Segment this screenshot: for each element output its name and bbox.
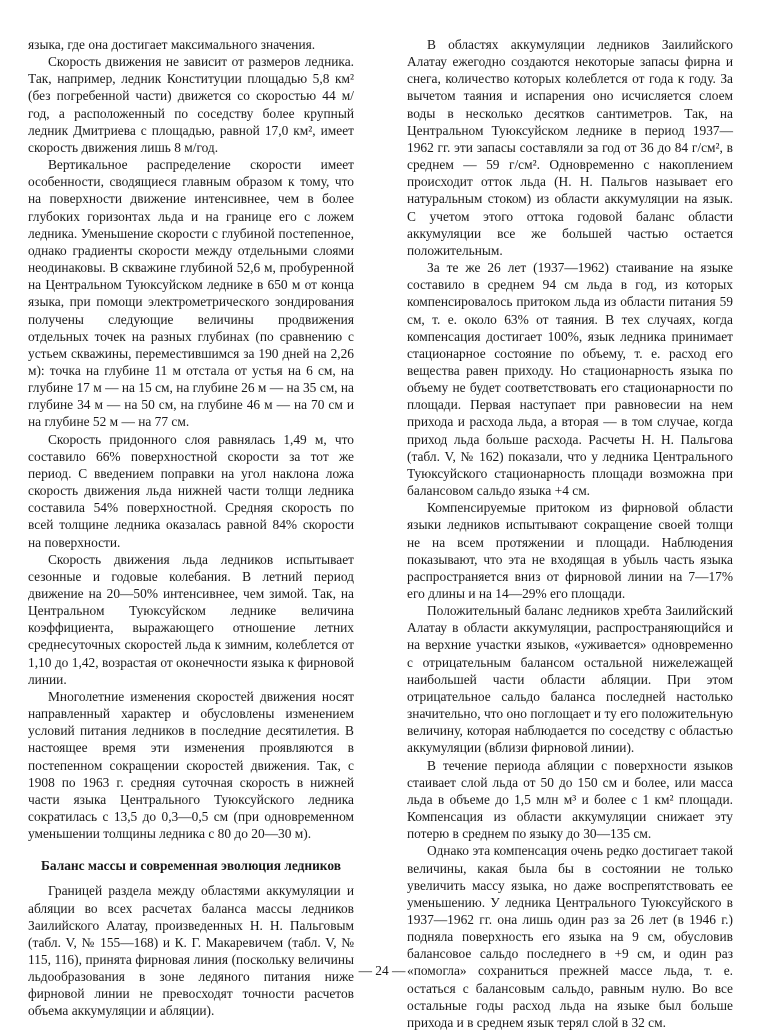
paragraph-positive-balance: Положительный баланс ледников хребта Заилийский Алатау в области аккумуляции, распространяющийся и на верхние участки языков, «уживается» одновременно с отрицательным балансом остальной нижележащей наибольшей части области абляции. При этом отрицательное сальдо баланса последней настолько значительно, что оно поглощает и ту его положительную величину, которая наблюдается по соседству с областью аккумуляции (вблизи фирновой линии). bbox=[407, 603, 733, 756]
paragraph-seasonal-variation: Скорость движения льда ледников испытывает сезонные и годовые колебания. В летний период движение на 20—50% интенсивнее, чем зимой. Так, на Центральном Туюксуйском леднике величина коэффициента, выражающего отношение летних среднесуточных скоростей льда к зимним, колеблется от 1,10 до 1,42, возрастая от оконечности языка к фирновой линии. bbox=[28, 551, 354, 687]
section-heading: Баланс массы и современная эволюция ледников bbox=[41, 858, 341, 874]
paragraph-ablation-period: В течение периода абляции с поверхности языков стаивает слой льда от 50 до 150 см и более, или масса льда в объеме до 1,5 млн м³ и более с 1 км² площади. Компенсация из области аккумуляции снижает эту потерю в среднем по языку до 30—135 см. bbox=[407, 757, 733, 842]
paragraph-velocity-size: Скорость движения не зависит от размеров ледника. Так, например, ледник Конституции площадью 5,8 км² (без погребенной части) движется со скоростью 44 м/год, а расположенный по соседству более крупный ледник Дмитриева с площадью, равной 17,0 км², имеет скорость движения лишь 8 м/год. bbox=[28, 54, 354, 155]
paragraph-vertical-distribution: Вертикальное распределение скорости имеет особенности, сводящиеся главным образом к тому, что на поверхности движение интенсивнее, чем в более глубоких горизонтах льда и на границе его с ложем ледника. Уменьшение скорости с глубиной постепенное, однако градиенты скорости между отдельными слоями неодинаковы. В скважине глубиной 52,6 м, пробуренной на Центральном Туюксуйском леднике в 650 м от конца языка, при помощи электрометрического зондирования получены следующие величины продвижения отдельных точек на разных глубинах (по сравнению с устьем скважины, переместившимся за 190 дней на 2,26 м): точка на глубине 11 м отстала от устья на 6 см, на глубине 17 м — на 15 см, на глубине 26 м — на 35 см, на глубине 34 м — на 50 см, на глубине 46 м — на 70 см и на глубине 52 м — на 77 см. bbox=[28, 157, 354, 430]
page-number: — 24 — bbox=[358, 963, 406, 978]
paragraph-mass-balance-boundary: Границей раздела между областями аккумуляции и абляции во всех расчетах баланса массы ледников Заилийского Алатау, произведенных Н. Н. Пальговым (табл. V, № 155—168) и К. Г. Макаревичем (табл. V, № 115, 116), принята фирновая линия (поскольку величины льдообразования в зоне ледяного питания ниже фирновой линии не превосходят точности расчетов объема аккумуляции и абляции). bbox=[28, 883, 354, 1019]
left-column bbox=[28, 36, 354, 1020]
paragraph-compensated-tongues: Компенсируемые притоком из фирновой области языки ледников испытывают сокращение своей толщи не на всем протяжении и площади. Наблюдения показывают, что эта не входящая в убыль часть языка распространяется вниз от фирновой линии на 7—17% его длины и на 14—29% его площади. bbox=[407, 500, 733, 601]
right-column bbox=[407, 36, 733, 1031]
paragraph-long-term-changes: Многолетние изменения скоростей движения носят направленный характер и обусловлены изменением условий питания ледников в последние десятилетия. В настоящее время эти изменения проявляются в постепенном сокращении скоростей движения. Так, с 1908 по 1963 г. средняя суточная скорость в нижней части языка Центрального Туюксуйского ледника сократилась с 13,5 до 0,3—0,5 см (при одновременном уменьшении толщины ледника с 80 до 20—30 м). bbox=[28, 688, 354, 842]
paragraph-tongue-melting: За те же 26 лет (1937—1962) стаивание на языке составило в среднем 94 см льда в год, из которых компенсировалось притоком льда из области питания 59 см, т. е. около 63% от таяния. В тех случаях, когда компенсация достигает 100%, язык ледника принимает стационарное состояние по объему, т. е. расход его вещества равен приходу. Но стационарность языка по объему не будет соответствовать его стационарности по площади. Первая наступает при равновесии на нем прихода и расхода льда, а вторая — в том случае, когда приход льда больше расхода. Расчеты Н. Н. Пальгова (табл. V, № 162) показали, что у ледника Центрального Туюксуйского стационарность площади возможна при балансовом сальдо языка +4 см. bbox=[407, 260, 733, 499]
paragraph-accumulation: В областях аккумуляции ледников Заилийского Алатау ежегодно создаются некоторые запасы фирна и снега, количество которых колеблется от года к году. За вычетом таяния и испарения оно исчисляется слоем воды в несколько десятков сантиметров. Так, на Центральном Туюксуйском леднике в период 1937—1962 гг. эти запасы составляли за год от 36 до 84 г/см², в среднем — 59 г/см². Одновременно с накоплением происходит отток льда (Н. Н. Пальгов называет его натуральным стоком) из области аккумуляции на язык. С учетом этого оттока годовой баланс области аккумуляции все же большей частью остается положительным. bbox=[407, 37, 733, 258]
paragraph-bottom-layer: Скорость придонного слоя равнялась 1,49 м, что составило 66% поверхностной скорости за тот же период. С введением поправки на угол наклона ложа скорость движения льда нижней части толщи ледника составила 54% поверхностной. Средняя скорость по всей толщине ледника оказалась равной 84% скорости на поверхности. bbox=[28, 431, 354, 550]
paragraph-compensation-rare: Однако эта компенсация очень редко достигает такой величины, какая была бы в состоянии не только увеличить массу языка, но даже воспрепятствовать ее уменьшению. У ледника Центрального Туюксуйского в 1937—1962 гг. она лишь один раз за 26 лет (в 1946 г.) подняла поверхность его языка на 9 см, обусловив балансовое сальдо последнего в +9 см, и один раз «помогла» сохраниться прежней массе льда, т. е. остаться с балансовым сальдо, равным нулю. Во все остальные годы расход льда на языке был больше прихода и в среднем язык терял слой в 32 см. bbox=[407, 843, 733, 1030]
paragraph-continuation: языка, где она достигает максимального значения. bbox=[28, 37, 316, 52]
